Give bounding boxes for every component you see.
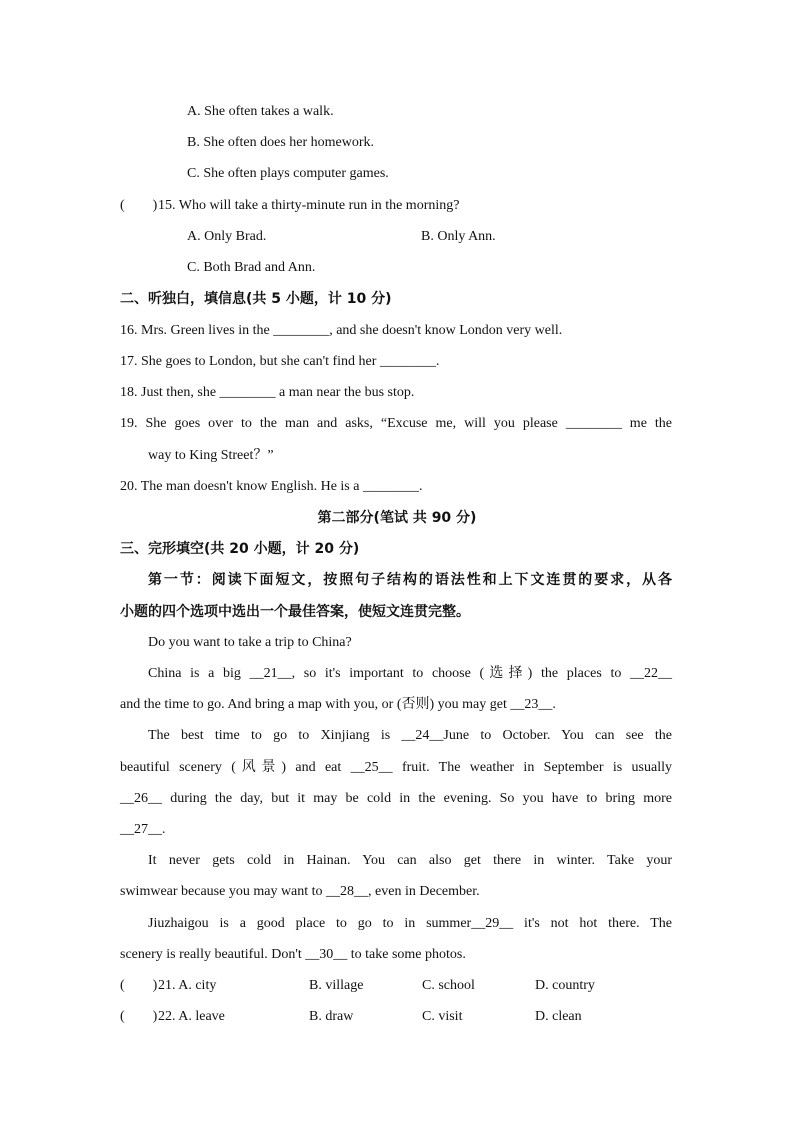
passage-line-7: __27__. <box>120 822 166 837</box>
passage-line-5: beautiful scenery (风景) and eat __25__ fruit. The weather in September is usually <box>120 760 672 775</box>
q22-answer-paren: ( ) <box>120 1009 158 1024</box>
q19-text-line2: way to King Street？” <box>148 448 274 463</box>
section2-heading: 二、听独白，填信息(共 5 小题，计 10 分) <box>120 291 392 307</box>
q15-option-b: B. Only Ann. <box>421 229 496 244</box>
q20-text: 20. The man doesn't know English. He is a ________. <box>120 479 423 494</box>
q22-option-b: B. draw <box>309 1009 354 1024</box>
section3-instruction-line1: 第一节：阅读下面短文，按照句子结构的语法性和上下文连贯的要求，从各 <box>148 572 672 588</box>
q14-option-a: A. She often takes a walk. <box>187 104 334 119</box>
section3-heading: 三、完形填空(共 20 小题，计 20 分) <box>120 541 360 557</box>
q18-text: 18. Just then, she ________ a man near the bus stop. <box>120 385 415 400</box>
passage-line-2: China is a big __21__, so it's important to choose (选择) the places to __22__ <box>148 666 672 681</box>
passage-line-11: scenery is really beautiful. Don't __30__ to take some photos. <box>120 947 466 962</box>
q19-text-line1: 19. She goes over to the man and asks, “Excuse me, will you please ________ me the <box>120 416 672 431</box>
q21-option-c: C. school <box>422 978 475 993</box>
section3-instruction-line2: 小题的四个选项中选出一个最佳答案，使短文连贯完整。 <box>120 604 470 620</box>
q17-text: 17. She goes to London, but she can't find her ________. <box>120 354 440 369</box>
q14-option-b: B. She often does her homework. <box>187 135 375 150</box>
passage-line-4: The best time to go to Xinjiang is __24__June to October. You can see the <box>148 728 672 743</box>
q22-option-d: D. clean <box>535 1009 582 1024</box>
passage-line-1: Do you want to take a trip to China? <box>148 635 352 650</box>
passage-line-10: Jiuzhaigou is a good place to go to in summer__29__ it's not hot there. The <box>148 916 672 931</box>
passage-line-6: __26__ during the day, but it may be cold in the evening. So you have to bring more <box>120 791 672 806</box>
part2-title: 第二部分(笔试 共 90 分) <box>317 510 477 526</box>
q15-stem: 15. Who will take a thirty-minute run in the morning? <box>158 198 460 213</box>
q16-text: 16. Mrs. Green lives in the ________, and she doesn't know London very well. <box>120 323 563 338</box>
passage-line-9: swimwear because you may want to __28__, even in December. <box>120 884 480 899</box>
q15-answer-paren: ( ) <box>120 198 158 213</box>
q21-answer-paren: ( ) <box>120 978 158 993</box>
q14-option-c: C. She often plays computer games. <box>187 166 389 181</box>
q21-option-b: B. village <box>309 978 364 993</box>
q15-option-a: A. Only Brad. <box>187 229 267 244</box>
q22-option-c: C. visit <box>422 1009 463 1024</box>
passage-line-3: and the time to go. And bring a map with you, or (否则) you may get __23__. <box>120 697 556 712</box>
q15-option-c: C. Both Brad and Ann. <box>187 260 316 275</box>
q21-option-a: 21. A. city <box>158 978 217 993</box>
q22-option-a: 22. A. leave <box>158 1009 225 1024</box>
q21-option-d: D. country <box>535 978 595 993</box>
passage-line-8: It never gets cold in Hainan. You can also get there in winter. Take your <box>148 853 672 868</box>
